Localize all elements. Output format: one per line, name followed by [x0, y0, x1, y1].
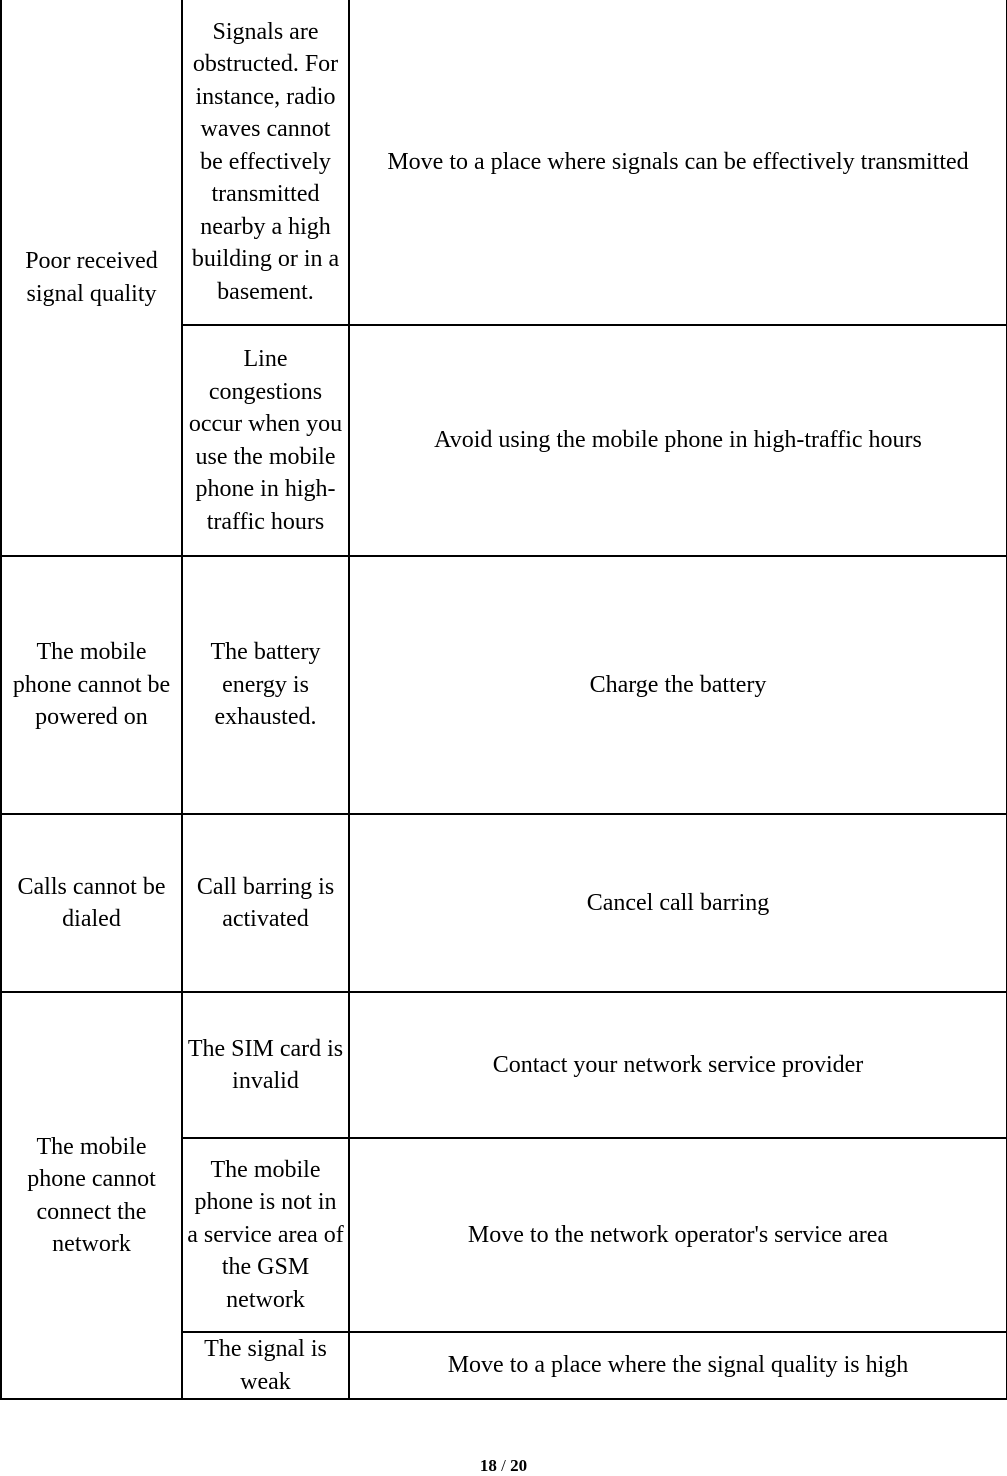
problem-cell: Poor received signal quality: [1, 0, 182, 556]
page-current: 18: [479, 1456, 497, 1475]
page-number: [0, 1456, 1007, 1476]
cause-cell: The mobile phone is not in a service area of the GSM network: [182, 1138, 349, 1332]
solution-cell: Move to the network operator's service area: [349, 1138, 1007, 1332]
solution-cell: Contact your network service provider: [349, 992, 1007, 1138]
table-row: [1, 814, 1007, 992]
problem-cell: The mobile phone cannot be powered on: [1, 556, 182, 814]
cause-cell: The signal is weak: [182, 1332, 349, 1399]
solution-cell: Charge the battery: [349, 556, 1007, 814]
page-separator: /: [501, 1456, 506, 1475]
cause-cell: Call barring is activated: [182, 814, 349, 992]
solution-cell: Move to a place where the signal quality is high: [349, 1332, 1007, 1399]
cause-cell: Signals are obstructed. For instance, radio waves cannot be effectively transmitted nearby a high building or in a basement.: [182, 0, 349, 325]
cause-cell: Line congestions occur when you use the mobile phone in high-traffic hours: [182, 325, 349, 556]
solution-cell: Avoid using the mobile phone in high-traffic hours: [349, 325, 1007, 556]
table-row: [1, 0, 1007, 325]
page-total: 20: [510, 1456, 528, 1475]
problem-cell: The mobile phone cannot connect the network: [1, 992, 182, 1399]
table-row: [1, 992, 1007, 1138]
solution-cell: Cancel call barring: [349, 814, 1007, 992]
cause-cell: The battery energy is exhausted.: [182, 556, 349, 814]
cause-cell: The SIM card is invalid: [182, 992, 349, 1138]
table-row: [1, 556, 1007, 814]
problem-cell: Calls cannot be dialed: [1, 814, 182, 992]
solution-cell: Move to a place where signals can be effectively transmitted: [349, 0, 1007, 325]
